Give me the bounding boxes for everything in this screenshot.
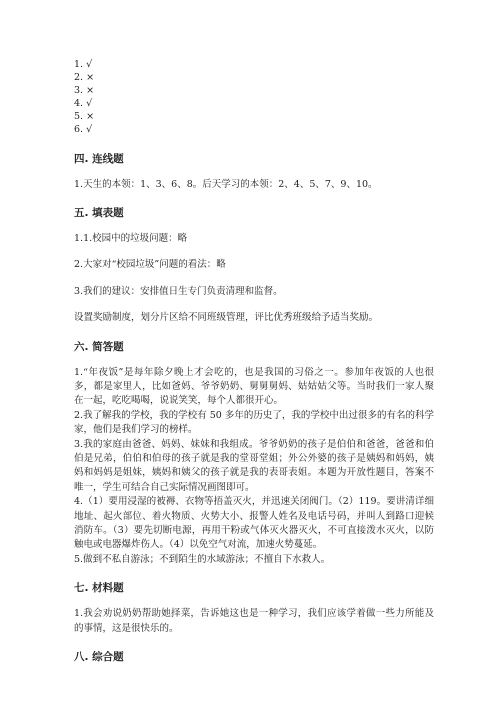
section-heading-matching: 四. 连线题 <box>74 152 124 165</box>
answer-page <box>74 58 434 678</box>
section-heading-fill-table: 五. 填表题 <box>74 206 124 219</box>
answer-item-2: 2. × <box>74 72 95 84</box>
section-short-answer <box>74 340 434 568</box>
material-answer: 1.我会劝说奶奶帮助她择菜，告诉她这也是一种学习，我们应该学着做一些力所能及的事情，这是很快乐的。 <box>74 608 434 634</box>
short-answer-item-5: 5.做到不私自游泳；不到陌生的水域游泳；不擅自下水救人。 <box>74 553 331 565</box>
fill-table-item-3: 3.我们的建议：安排值日生专门负责清理和监督。 <box>74 285 283 297</box>
fill-table-item-2: 2.大家对“校园垃圾”问题的看法：略 <box>74 259 226 271</box>
section-heading-short-answer: 六. 简答题 <box>74 340 124 353</box>
section-comprehensive <box>74 650 434 664</box>
short-answer-item-4: 4.（1）要用浸湿的被褥、衣物等捂盖灭火，并迅速关闭阀门。（2）119。要讲清详细地址、起火部位、着火物质、火势大小、报警人姓名及电话号码，并叫人到路口迎候消防车。（3）要先切断电源，再用干粉或气体灭火器灭火，不可直接泼水灭火，以防触电或电器爆炸伤人。（4）以免空气对流，加速火势蔓延。 <box>74 496 434 551</box>
section-fill-table <box>74 206 434 326</box>
answer-item-1: 1. √ <box>74 59 93 70</box>
answer-item-6: 6. √ <box>74 124 93 136</box>
section-heading-comprehensive: 八. 综合题 <box>74 651 124 664</box>
answer-item-3: 3. × <box>74 85 95 97</box>
fill-table-item-4: 设置奖励制度，划分片区给不同班级管理，评比优秀班级给予适当奖励。 <box>74 312 379 324</box>
section-matching <box>74 152 434 192</box>
answer-item-4: 4. √ <box>74 98 93 110</box>
short-answer-item-3: 3.我的家庭由爸爸、妈妈、妹妹和我组成。爷爷奶奶的孩子是伯伯和爸爸，爸爸和伯伯是兄弟，伯伯和伯母的孩子就是我的堂哥堂姐；外公外婆的孩子是姨妈和妈妈，姨妈和妈妈是姐妹，姨妈和姨父的孩子就是我的表哥表姐。本题为开放性题目，答案不唯一，学生可结合自己实际情况画图即可。 <box>74 438 434 493</box>
matching-answer: 1.天生的本领：1、3、6、8。后天学习的本领：2、4、5、7、9、10。 <box>74 178 378 190</box>
answer-item-5: 5. × <box>74 111 95 123</box>
section-heading-material: 七. 材料题 <box>74 582 124 595</box>
section-material <box>74 581 434 636</box>
judgement-answer-list <box>74 58 434 137</box>
fill-table-item-1: 1.1.校园中的垃圾问题：略 <box>74 232 188 244</box>
short-answer-item-1: 1.“年夜饭”是每年除夕晚上才会吃的，也是我国的习俗之一。参加年夜饭的人也很多，都是家里人，比如爸妈、爷爷奶奶、舅舅舅妈、姑姑姑父等。当时我们一家人聚在一起，吃吃喝喝，说说笑笑，每个人都很开心。 <box>74 366 434 407</box>
short-answer-item-2: 2.我了解我的学校，我的学校有 50 多年的历史了，我的学校中出过很多的有名的科学家，他们是我们学习的榜样。 <box>74 409 434 436</box>
